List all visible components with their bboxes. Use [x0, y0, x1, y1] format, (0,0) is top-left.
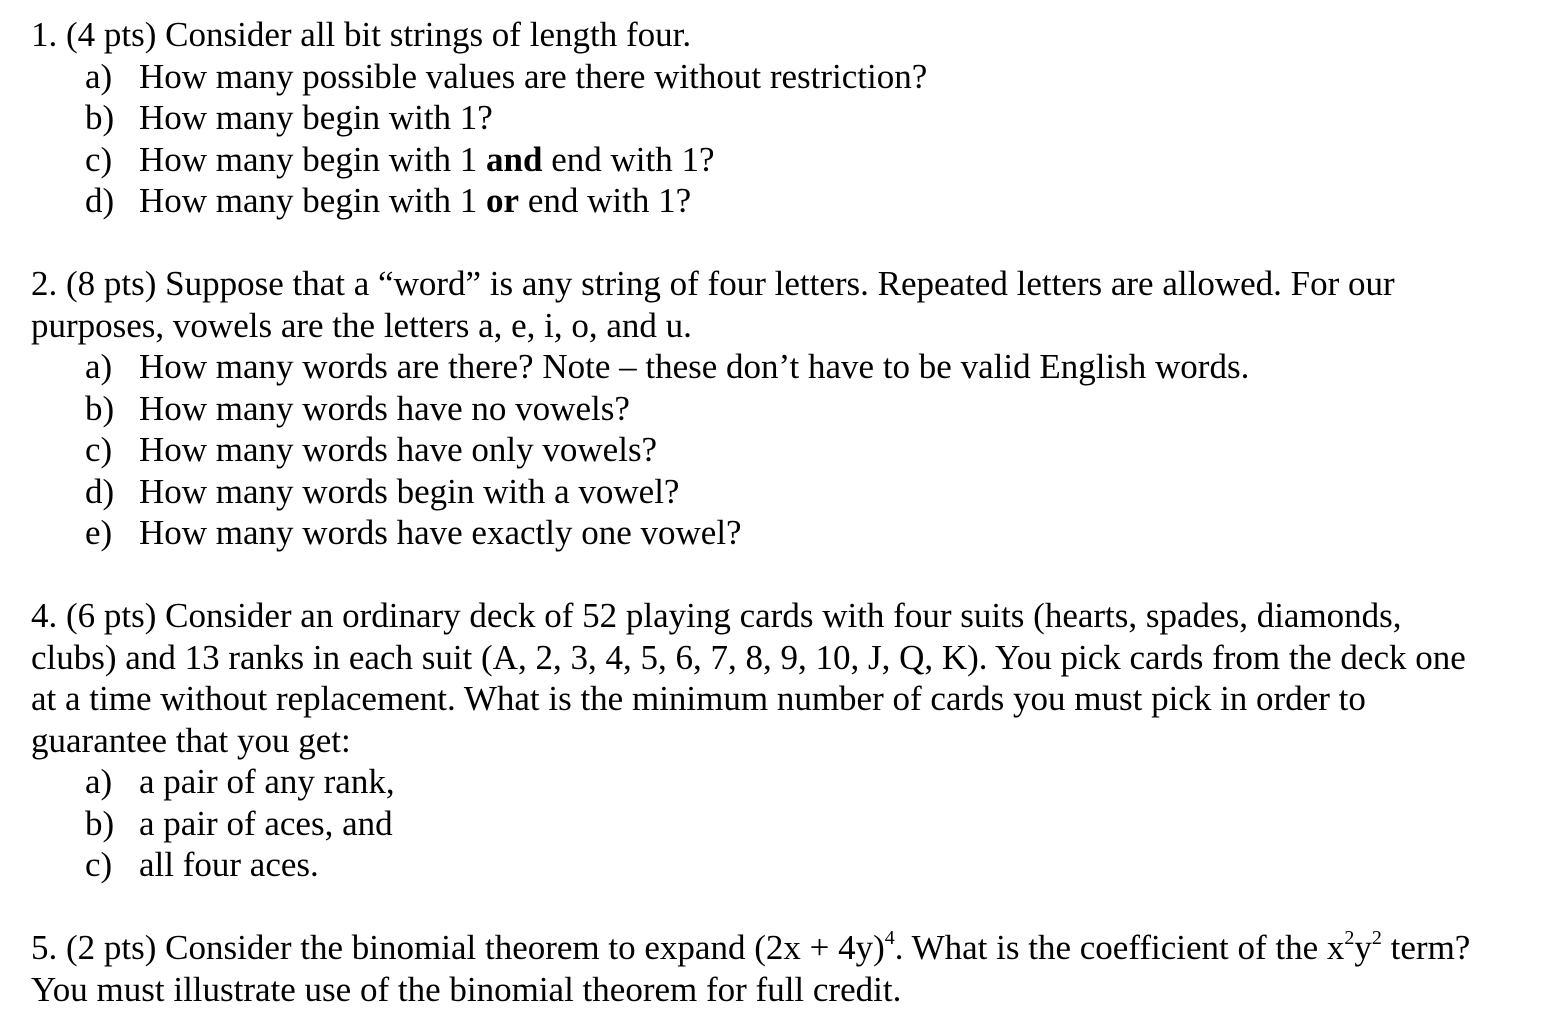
problem-2-part-e: [31, 512, 1531, 554]
problem-5: [31, 927, 1531, 1010]
part-text-after: end with 1?: [542, 139, 715, 179]
problem-4: [31, 595, 1531, 886]
problem-1-part-d: [31, 180, 1531, 222]
problem-1-part-c: [31, 139, 1531, 181]
part-label: d): [85, 471, 115, 511]
problem-4-parts: [31, 761, 1531, 886]
problem-1-part-a: [31, 56, 1531, 98]
exponent: 2: [1344, 927, 1355, 950]
text-segment: 5. (2 pts) Consider the binomial theorem to expand (2x + 4y): [31, 928, 885, 967]
part-label: c): [85, 430, 113, 469]
text-segment: y: [1354, 928, 1372, 967]
problem-2: [31, 263, 1531, 554]
problem-5-stem-line-2: You must illustrate use of the binomial theorem for full credit.: [31, 969, 902, 1009]
part-text: a pair of aces, and: [139, 803, 393, 843]
problem-2-part-d: [31, 471, 1531, 513]
part-text: How many words have exactly one vowel?: [139, 513, 742, 552]
part-text: all four aces.: [139, 845, 319, 884]
part-text-before: How many begin with 1: [139, 139, 487, 179]
problem-2-part-b: [31, 388, 1531, 430]
part-label: b): [85, 98, 115, 137]
part-label: b): [85, 388, 115, 428]
problem-4-stem-line-3: at a time without replacement. What is the minimum number of cards you must pick in order to: [31, 679, 1366, 718]
part-label: d): [85, 181, 115, 220]
part-label: e): [85, 513, 113, 552]
problem-1-stem: 1. (4 pts) Consider all bit strings of length four.: [31, 15, 692, 54]
part-label: c): [85, 139, 113, 179]
part-text: How many words are there? Note – these don’t have to be valid English words.: [139, 347, 1250, 386]
problem-4-part-a: [31, 761, 1531, 803]
problem-4-stem-line-4: guarantee that you get:: [31, 720, 351, 760]
exponent: 2: [1371, 927, 1382, 950]
part-label: a): [85, 56, 113, 96]
part-text-before: How many begin with 1: [139, 181, 487, 220]
problem-2-parts: [31, 346, 1531, 554]
part-label: b): [85, 803, 115, 843]
part-text: How many begin with 1?: [139, 98, 493, 137]
part-text: How many words begin with a vowel?: [139, 471, 680, 511]
text-segment: . What is the coefficient of the x: [894, 928, 1345, 967]
problem-5-stem-line-1: [31, 927, 1531, 969]
part-text: How many words have only vowels?: [139, 430, 658, 469]
problem-2-part-a: [31, 346, 1531, 388]
problem-4-part-c: [31, 844, 1531, 886]
part-text-after: end with 1?: [519, 181, 692, 220]
problem-4-stem-line-2: clubs) and 13 ranks in each suit (A, 2, 3, 4, 5, 6, 7, 8, 9, 10, J, Q, K). You pick cards from the deck one: [31, 637, 1466, 677]
text-segment: term?: [1381, 928, 1471, 967]
problem-2-stem-line-1: 2. (8 pts) Suppose that a “word” is any string of four letters. Repeated letters are allowed. For our: [31, 264, 1395, 303]
problem-1: [31, 14, 1531, 222]
part-text: How many words have no vowels?: [139, 388, 630, 428]
part-text: a pair of any rank,: [139, 762, 395, 801]
part-text-bold: and: [486, 139, 543, 179]
spacer: [31, 886, 1531, 928]
part-label: a): [85, 347, 113, 386]
problem-2-part-c: [31, 429, 1531, 471]
part-label: c): [85, 845, 113, 884]
problem-1-parts: [31, 56, 1531, 222]
spacer: [31, 222, 1531, 264]
problem-1-part-b: [31, 97, 1531, 139]
part-text-bold: or: [486, 181, 520, 220]
problem-2-stem-line-2: purposes, vowels are the letters a, e, i, o, and u.: [31, 305, 692, 345]
problem-sheet: [31, 14, 1531, 1010]
part-text: How many possible values are there without restriction?: [139, 56, 928, 96]
part-label: a): [85, 762, 113, 801]
problem-4-part-b: [31, 803, 1531, 845]
spacer: [31, 554, 1531, 596]
exponent: 4: [884, 927, 895, 950]
problem-4-stem-line-1: 4. (6 pts) Consider an ordinary deck of 52 playing cards with four suits (hearts, spades, diamonds,: [31, 596, 1402, 635]
